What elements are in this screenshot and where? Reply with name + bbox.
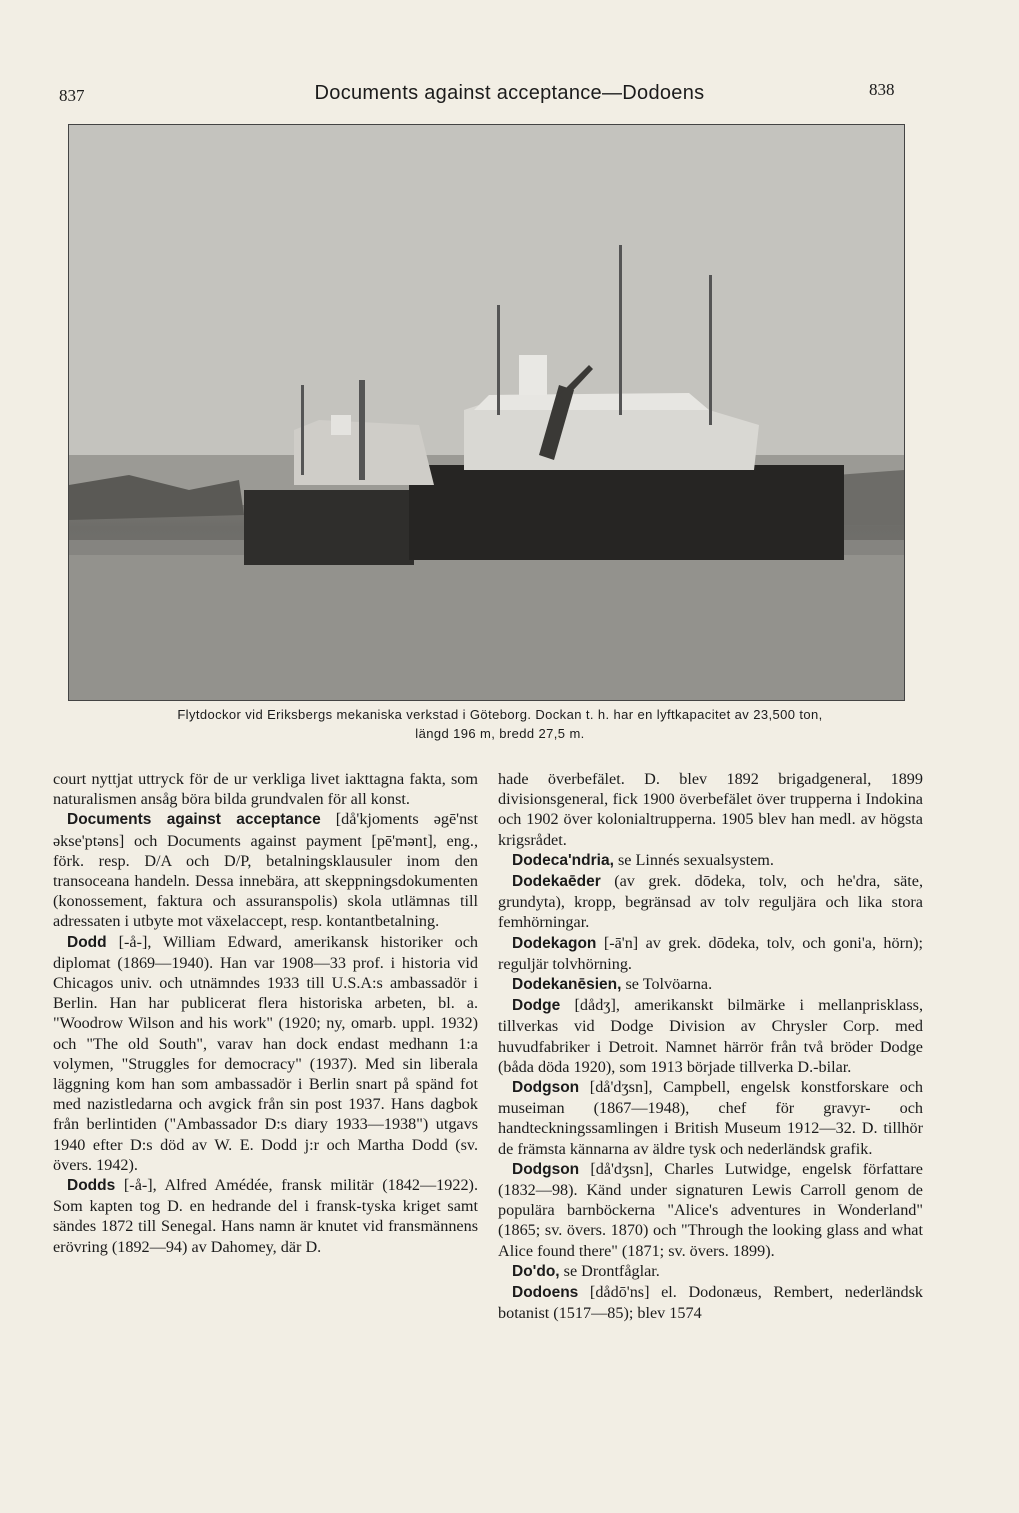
entry-text: [dådō'ns] el. Dodonæus, Rembert, nederländsk botanist (1517—85); blev 1574 — [498, 1283, 923, 1323]
caption-line-2: längd 196 m, bredd 27,5 m. — [415, 726, 585, 741]
entry-headword: Dodekagon — [512, 934, 597, 952]
entry-headword: Dodge — [512, 997, 561, 1015]
floating-docks-photo — [68, 124, 905, 701]
entry-text: [dådʒ], amerikanskt bilmärke i mellanprisklass, tillverkas vid Dodge Division av Chrysler Corp. med huvudfabriker i Detroit. Namnet härrör från två bröder Dodge (båda döda 1920), som 1913 började tillverka D.-bilar. — [498, 996, 923, 1076]
right-column — [498, 769, 923, 1323]
entry-dodds — [53, 1175, 478, 1257]
entry-dodge — [498, 995, 923, 1077]
entry-dodekaeder — [498, 871, 923, 933]
entry-continuation — [498, 769, 923, 850]
entry-headword: Dodekaēder — [512, 873, 601, 891]
entry-dodgson-charles — [498, 1159, 923, 1261]
entry-headword: Dodds — [67, 1177, 116, 1195]
entry-text: (av grek. dōdeka, tolv, och he'dra, säte, grundyta), kropp, begränsad av tolv reguljära och lika stora femhörningar. — [498, 872, 923, 932]
entry-headword: Do'do, — [512, 1262, 560, 1280]
entry-dodekagon — [498, 933, 923, 974]
entry-headword: Dodekanēsien, — [512, 976, 622, 994]
entry-text: [då'dʒsn], Campbell, engelsk konstforskare och museiman (1867—1948), chef för gravyr- och handteckningssamlingen i British Museum 1912—32. D. tillhör de främsta kännarna av äldre tysk och nederländsk grafik. — [498, 1078, 923, 1158]
entry-text: [-å-], William Edward, amerikansk historiker och diplomat (1869—1940). Han var 1908—33 prof. i historia vid Chicagos univ. och utnämndes 1933 till U.S.A:s ambassadör i Berlin. Han har publicerat flera historiska arbeten, bl. a. "Woodrow Wilson and his work" (1920; ny, omarb. uppl. 1932) och "The old South", varav han dock endast medhann 1:a volymen, "Struggles for democracy" (1937). Med sin liberala läggning kom han som ambassadör i Berlin snart på spänd fot med nazistledarna och avgick från sin post 1937. Hans dagbok från berlintiden ("Ambassador D:s diary 1933—1938") utgavs 1940 efter D:s död av W. E. Dodd j:r och Martha Dodd (sv. övers. 1942). — [53, 932, 478, 1174]
entry-text: [då'dʒsn], Charles Lutwidge, engelsk författare (1832—98). Känd under signaturen Lewis Carroll genom de populära barnböckerna "Alice's adventures in Wonderland" (1865; sv. övers. 1870) och "Through the looking glass and what Alice found there" (1871; sv. övers. 1899). — [498, 1159, 923, 1260]
entry-text: se Drontfåglar. — [559, 1261, 660, 1280]
entry-dodgson-campbell — [498, 1077, 923, 1159]
entry-text: [-å-], Alfred Amédée, fransk militär (1842—1922). Som kapten tog D. en hedrande del i fransk-tyska kriget samt sändes 1872 till Senegal. Hans namn är knutet vid fransmännens erövring (1892—94) av Dahomey, där D. — [53, 1176, 478, 1256]
running-head: Documents against acceptance—Dodoens — [314, 82, 705, 104]
left-column — [53, 769, 478, 1257]
entry-dodecandria — [498, 850, 923, 871]
entry-dodoens — [498, 1282, 923, 1323]
entry-headword: Dodgson — [512, 1160, 580, 1178]
entry-text: [-ā'n] av grek. dōdeka, tolv, och goni'a, hörn); reguljär tolvhörning. — [498, 933, 923, 973]
entry-dodekanesien — [498, 974, 923, 995]
entry-text: se Tolvöarna. — [621, 975, 713, 994]
page-number-right: 838 — [869, 80, 895, 99]
caption-line-1: Flytdockor vid Eriksbergs mekaniska verkstad i Göteborg. Dockan t. h. har en lyftkapacitet av 23,500 ton, — [177, 707, 823, 722]
entry-headword: Documents against acceptance — [67, 811, 321, 829]
page-number-left: 837 — [59, 86, 85, 105]
entry-text: court nyttjat uttryck för de ur verkliga livet iakttagna fakta, som naturalismen ansåg böra bilda grundvalen för all konst. — [53, 770, 478, 809]
entry-dodd — [53, 932, 478, 1175]
figure-caption — [60, 705, 940, 743]
entry-documents-against-acceptance — [53, 809, 478, 931]
entry-headword: Dodgson — [512, 1079, 580, 1097]
entry-headword: Dodeca'ndria, — [512, 851, 614, 869]
entry-text: hade överbefälet. D. blev 1892 brigadgeneral, 1899 divisionsgeneral, fick 1900 överbefälet över trupperna i Indokina och 1902 över kolonialtrupperna. 1905 blev han medl. av högsta krigsrådet. — [498, 770, 923, 849]
entry-headword: Dodoens — [512, 1284, 579, 1302]
entry-dodo — [498, 1261, 923, 1282]
entry-continuation — [53, 769, 478, 809]
entry-text: se Linnés sexualsystem. — [613, 850, 774, 869]
entry-text: [då'kjoments əgē'nst əkse'ptəns] och Documents against payment [pē'mənt], eng., förk. resp. D/A och D/P, betalningsklausuler inom den transoceana handeln. Dessa innebära, att skeppningsdokumenten (konossement, faktura och assuranspolis) skola utlämnas till adressaten i utbyte mot växelaccept, resp. kontantbetalning. — [53, 810, 478, 931]
entry-headword: Dodd — [67, 933, 107, 951]
